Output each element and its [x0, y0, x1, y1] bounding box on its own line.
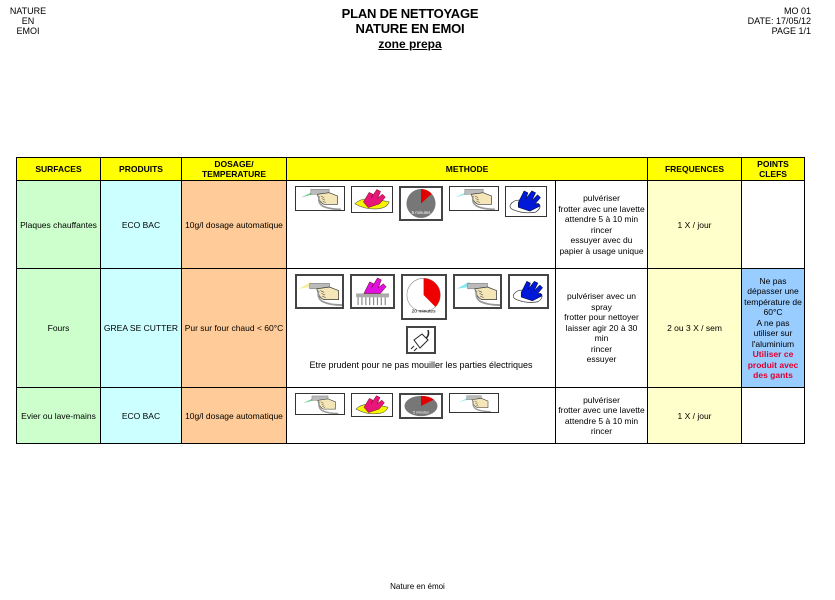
product-cell: ECO BAC: [101, 388, 182, 444]
dosage-cell: Pur sur four chaud < 60°C: [182, 269, 287, 388]
electrical-warning-text: Etre prudent pour ne pas mouiller les parties électriques: [309, 360, 533, 370]
method-steps-cell: [556, 388, 648, 444]
method-step: frotter avec une lavette: [558, 405, 645, 415]
method-step: rincer: [590, 343, 613, 354]
spray-rinse-icon: [449, 393, 499, 413]
method-step: laisser agir 20 à 30 min: [565, 322, 638, 344]
frequency-cell: 1 X / jour: [648, 388, 742, 444]
dosage-cell: 10g/l dosage automatique: [182, 388, 287, 444]
document-date: DATE: 17/05/12: [747, 16, 811, 26]
column-header-key-points: POINTS CLEFS: [742, 158, 805, 181]
frequency-cell: 1 X / jour: [648, 181, 742, 269]
method-steps-cell: [556, 269, 648, 388]
key-point: Ne pas dépasser une température de 60°C: [744, 275, 802, 317]
page-number: PAGE 1/1: [771, 26, 811, 36]
dosage-cell: 10g/l dosage automatique: [182, 181, 287, 269]
table-row: [17, 388, 805, 444]
svg-text:20 minutes: 20 minutes: [412, 309, 436, 315]
column-header-surfaces: SURFACES: [17, 158, 101, 181]
column-header-products: PRODUITS: [101, 158, 182, 181]
method-step: essuyer avec du papier à usage unique: [559, 235, 644, 256]
table-header-row: [17, 158, 805, 181]
document-title-block: [290, 6, 530, 52]
spray-yellow-icon: [295, 274, 344, 309]
company-name-line: EN: [21, 16, 35, 26]
spray-green-icon: [295, 393, 345, 415]
document-subtitle: NATURE EN EMOI: [355, 21, 465, 36]
method-step: essuyer: [586, 354, 617, 365]
method-step: frotter pour nettoyer: [564, 312, 639, 323]
column-header-method: METHODE: [287, 158, 648, 181]
key-points-cell: [742, 181, 805, 269]
page-footer: Nature en émoi: [390, 582, 445, 591]
dry-paper-icon: [505, 186, 547, 217]
wipe-cloth-icon: [351, 186, 393, 213]
svg-text:5 minutes: 5 minutes: [411, 210, 431, 216]
method-step: rincer: [590, 426, 613, 436]
document-title: PLAN DE NETTOYAGE: [341, 6, 479, 21]
method-steps-cell: [556, 181, 648, 269]
method-step: frotter avec une lavette: [558, 203, 645, 214]
surface-cell: Plaques chauffantes: [17, 181, 101, 269]
column-header-dosage: DOSAGE/ TEMPERATURE: [182, 158, 287, 181]
timer-5-minutes-icon: [399, 393, 443, 419]
method-icons-cell: [287, 181, 556, 269]
frequency-cell: 2 ou 3 X / sem: [648, 269, 742, 388]
cleaning-plan-table: [16, 157, 805, 444]
method-step: rincer: [590, 224, 613, 235]
table-row: [17, 269, 805, 388]
table-row: [17, 181, 805, 269]
wipe-cloth-icon: [351, 393, 393, 417]
key-points-cell: [742, 269, 805, 388]
dry-paper-icon: [508, 274, 549, 309]
electric-plug-icon: [406, 326, 436, 354]
method-step: pulvériser: [583, 193, 620, 203]
zone-label: zone prepa: [378, 37, 442, 51]
surface-cell: Evier ou lave-mains: [17, 388, 101, 444]
company-name-block: [8, 6, 48, 36]
method-icons-cell: [287, 269, 556, 388]
timer-5-minutes-icon: [399, 186, 443, 221]
company-name-line: NATURE: [9, 6, 47, 16]
document-meta: [748, 6, 811, 36]
method-icons-cell: [287, 388, 556, 444]
surface-cell: Fours: [17, 269, 101, 388]
method-step: attendre 5 à 10 min: [564, 214, 639, 224]
company-name-line: EMOI: [16, 26, 40, 36]
svg-text:5 minutes: 5 minutes: [413, 410, 429, 415]
scrub-brush-icon: [350, 274, 395, 309]
document-ref: MO 01: [783, 6, 811, 16]
key-point: A ne pas utiliser sur l'aluminium: [751, 317, 795, 349]
timer-20-minutes-icon: [401, 274, 446, 320]
spray-rinse-icon: [453, 274, 502, 309]
key-point-alert: Utiliser ce produit avec des gants: [747, 349, 799, 380]
product-cell: ECO BAC: [101, 181, 182, 269]
method-step: pulvériser avec un spray: [567, 291, 636, 312]
spray-rinse-icon: [449, 186, 499, 211]
product-cell: GREA SE CUTTER: [101, 269, 182, 388]
method-step: attendre 5 à 10 min: [564, 415, 639, 426]
method-step: pulvériser: [583, 394, 620, 405]
key-points-cell: [742, 388, 805, 444]
column-header-frequency: FREQUENCES: [648, 158, 742, 181]
spray-green-icon: [295, 186, 345, 211]
